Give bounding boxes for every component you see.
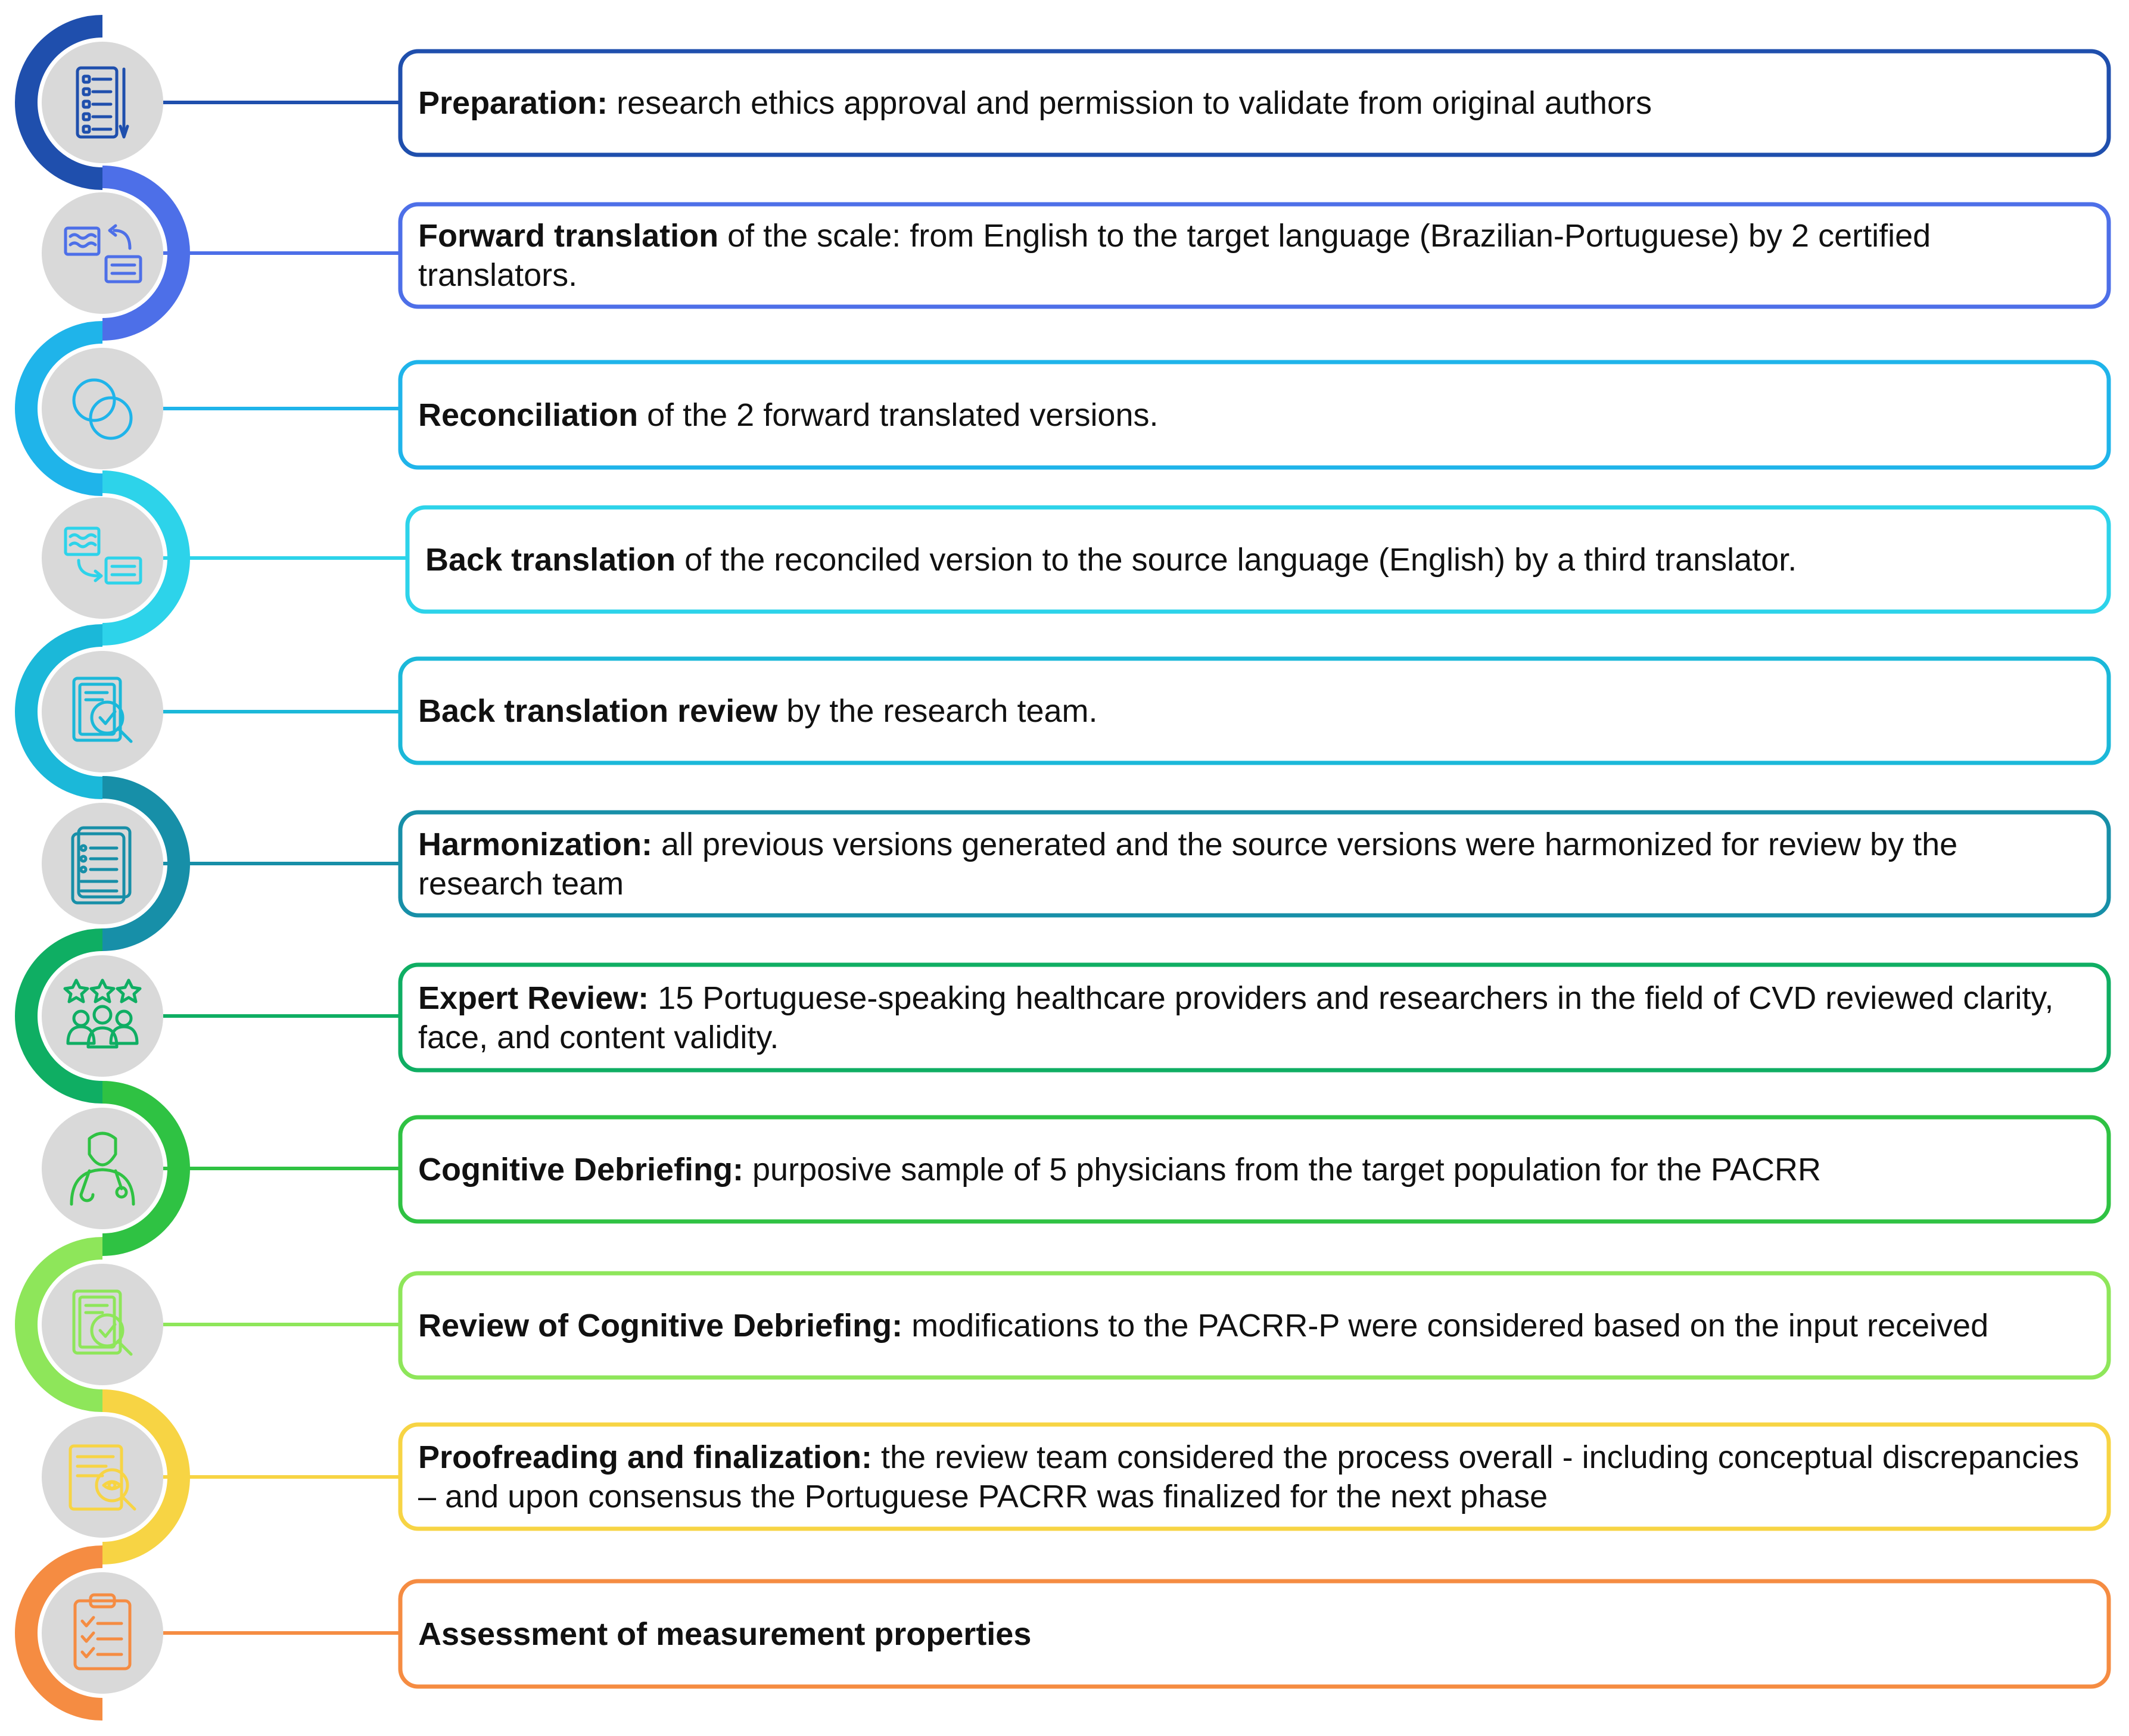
step-title: Back translation review [418,693,778,729]
step-text [418,1306,2091,1345]
step-description: modifications to the PACRR-P were considered based on the input received [902,1308,1989,1344]
step-text [418,1438,2091,1516]
step-text [418,395,2091,435]
step-text [418,216,2091,295]
icon-disc [42,651,163,772]
connector-lines [163,102,407,1633]
icon-disc [42,42,163,163]
step-title: Forward translation [418,218,719,254]
step-title: Reconciliation [418,397,639,433]
step-text [418,83,2091,123]
step-icons [42,42,163,1694]
icon-disc [42,1572,163,1694]
step-title: Assessment of measurement properties [418,1616,1032,1652]
step-text [418,825,2091,903]
step-title: Back translation [425,542,676,578]
step-title: Expert Review: [418,980,649,1016]
step-title: Review of Cognitive Debriefing: [418,1308,903,1344]
step-description: all previous versions generated and the source versions were harmonized for review by the research team [418,827,1958,902]
step-description: of the reconciled version to the source language (English) by a third translator. [676,542,1797,578]
icon-disc [42,497,163,619]
step-text [425,540,2091,579]
step-text [418,691,2091,731]
step-description: research ethics approval and permission to validate from original authors [608,85,1652,121]
icon-disc [42,955,163,1077]
step-description: of the scale: from English to the target language (Brazilian-Portuguese) by 2 certified translators. [418,218,1931,293]
step-description: by the research team. [777,693,1098,729]
icon-disc [42,803,163,924]
step-text [418,1615,2091,1654]
icon-disc [42,1264,163,1385]
step-text [418,978,2091,1057]
step-title: Cognitive Debriefing: [418,1152,744,1188]
step-description: of the 2 forward translated versions. [638,397,1159,433]
step-title: Proofreading and finalization: [418,1439,873,1475]
step-description: 15 Portuguese-speaking healthcare providers and researchers in the field of CVD reviewed clarity, face, and content validity. [418,980,2054,1055]
step-text [418,1150,2091,1189]
icon-disc [42,192,163,314]
step-title: Preparation: [418,85,608,121]
step-description: the review team considered the process overall - including conceptual discrepancies – and upon consensus the Portuguese PACRR was finalized for the next phase [418,1439,2080,1514]
step-title: Harmonization: [418,827,653,862]
step-description: purposive sample of 5 physicians from the target population for the PACRR [743,1152,1821,1188]
icon-disc [42,348,163,469]
